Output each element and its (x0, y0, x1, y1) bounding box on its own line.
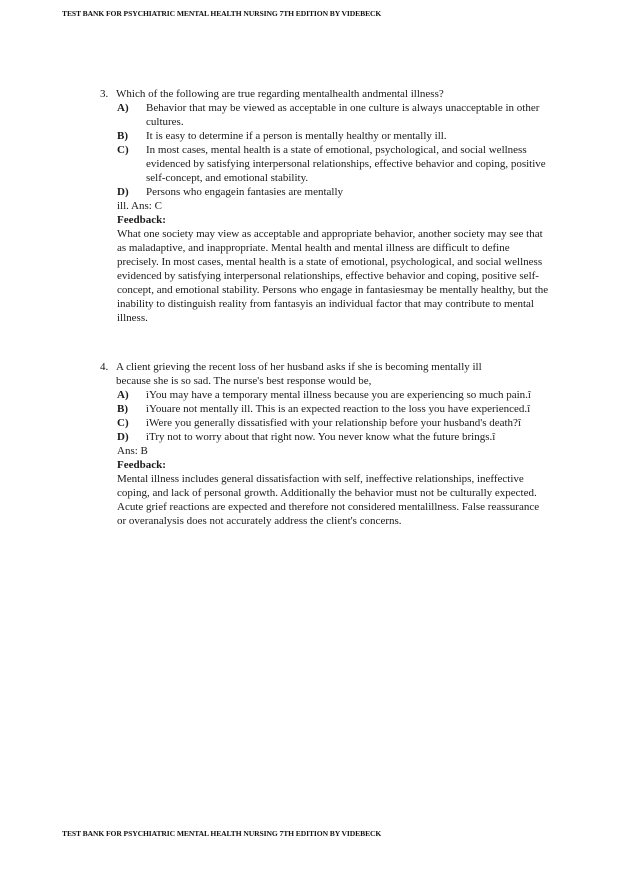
question-stem (100, 87, 560, 101)
option-text: Behavior that may be viewed as acceptable in one culture is always unacceptable in other cultures. (146, 102, 540, 128)
feedback-text: Mental illness includes general dissatisfaction with self, ineffective relationships, ineffective coping, and lack of personal growth. Additionally the behavior must not be culturally expected. Acute grief reactions are expected and therefore not considered mentalillness. False reassurance or overanalysis does not accurately address the client's concerns. (117, 473, 540, 527)
option-label: C) (117, 417, 129, 429)
option-label: A) (117, 102, 129, 114)
option-text: ìYou may have a temporary mental illness because you are experiencing so much pain.î (146, 389, 531, 401)
option-text: ìYouare not mentally ill. This is an expected reaction to the loss you have experienced.î (146, 403, 531, 415)
feedback-label: Feedback: (117, 459, 166, 471)
question-number: 4. (100, 361, 109, 373)
option-c (117, 143, 560, 185)
answer-options (117, 388, 560, 444)
option-a (117, 388, 560, 402)
option-text: ìWere you generally dissatisfied with your relationship before your husband's death?î (146, 417, 521, 429)
running-footer: TEST BANK FOR PSYCHIATRIC MENTAL HEALTH NURSING 7TH EDITION BY VIDEBECK (62, 829, 382, 838)
option-b (117, 402, 560, 416)
question-text: Which of the following are true regarding mentalhealth andmental illness? (116, 88, 444, 100)
option-d (117, 430, 560, 444)
running-header: TEST BANK FOR PSYCHIATRIC MENTAL HEALTH NURSING 7TH EDITION BY VIDEBECK (62, 9, 382, 18)
option-label: B) (117, 403, 128, 415)
question-stem (100, 360, 560, 388)
option-d (117, 185, 560, 199)
question-3 (100, 87, 560, 325)
option-a (117, 101, 560, 129)
option-text: In most cases, mental health is a state of emotional, psychological, and social wellness evidenced by satisfying interpersonal relationships, effective behavior and coping, positive self-concept, and emotional stability. (146, 144, 546, 184)
option-text: ìTry not to worry about that right now. You never know what the future brings.î (146, 431, 496, 443)
feedback-label: Feedback: (117, 214, 166, 226)
option-label: D) (117, 431, 129, 443)
answer-key: ill. Ans: C (117, 200, 162, 212)
question-number: 3. (100, 88, 109, 100)
question-4 (100, 360, 560, 528)
option-label: C) (117, 144, 129, 156)
option-text: Persons who engagein fantasies are mentally (146, 186, 344, 198)
option-label: B) (117, 130, 128, 142)
option-label: D) (117, 186, 129, 198)
option-b (117, 129, 560, 143)
option-label: A) (117, 389, 129, 401)
option-c (117, 416, 560, 430)
answer-key: Ans: B (117, 445, 148, 457)
option-text: It is easy to determine if a person is mentally healthy or mentally ill. (146, 130, 447, 142)
answer-options (117, 101, 560, 199)
feedback-text: What one society may view as acceptable and appropriate behavior, another society may see that as maladaptive, and inappropriate. Mental health and mental illness are difficult to define precisely. In most cases, mental health is a state of emotional, psychological, and social wellness evidenced by satisfying interpersonal relationships, effective behavior and coping, positive self-concept, and emotional stability. Persons who engage in fantasiesmay be mentally healthy, but the inability to distinguish reality from fantasyis an individual factor that may contribute to mental illness. (117, 228, 549, 324)
question-text: A client grieving the recent loss of her husband asks if she is becoming mentally ill because she is so sad. The nurse's best response would be, (116, 361, 482, 387)
